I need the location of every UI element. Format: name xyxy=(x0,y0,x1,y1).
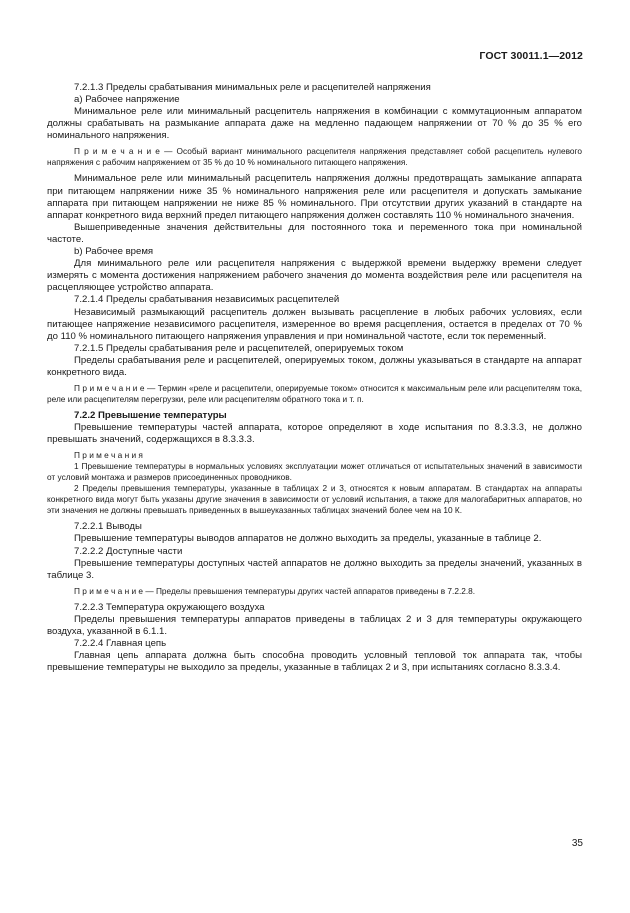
paragraph: Пределы превышения температуры аппаратов приведены в таблицах 2 и 3 для температуры окружающего воздуха, указанной в 6.1.1. xyxy=(47,613,582,637)
paragraph: Превышение температуры доступных частей аппаратов не должно выходить за пределы значений, указанных в таблице 3. xyxy=(47,557,582,581)
document-code-header: ГОСТ 30011.1—2012 xyxy=(479,50,583,62)
clause-7-2-2-2-title: 7.2.2.2 Доступные части xyxy=(74,545,183,557)
clause-7-2-2-4-title: 7.2.2.4 Главная цепь xyxy=(74,638,167,650)
clause-7-2-1-3-title: 7.2.1.3 Пределы срабатывания минимальных реле и расцепителей напряжения xyxy=(74,82,431,93)
paragraph: Главная цепь аппарата должна быть способна проводить условный тепловой ток аппарата так, чтобы превышение температуры не выходило за пределы, указанные в таблицах 2 и 3, при испытаниях согласно 8.3.3.4. xyxy=(47,650,582,674)
paragraph: Независимый размыкающий расцепитель должен вызывать расцепление в любых рабочих условиях, если питающее напряжение независимого расцепителя, измеренное во время расцепления, остается в пределах от 70 % до 110 % номинального питающего напряжения управления и при номинальной частоте, если ток переменный. xyxy=(47,306,582,342)
note-item-1: 1 Превышение температуры в нормальных условиях эксплуатации может отличаться от испытательных значений в зависимости от условий монтажа и размеров присоединенных проводников. xyxy=(47,461,582,483)
clause-7-2-2-3-title: 7.2.2.3 Температура окружающего воздуха xyxy=(74,601,265,613)
note-label: П р и м е ч а н и е xyxy=(74,146,160,157)
note-label: П р и м е ч а н и е xyxy=(74,585,144,596)
paragraph: Вышеприведенные значения действительны для постоянного тока и переменного тока при номинальной частоте. xyxy=(47,221,582,245)
note-text: — Особый вариант минимального расцепителя напряжения представляет собой расцепитель нулевого напряжения с рабочим напряжением от 35 % до 10 % номинального питающего напряжения. xyxy=(47,146,582,168)
paragraph: Минимальное реле или минимальный расцепитель напряжения в комбинации с коммутационным аппаратом должны срабатывать на размыкание аппарата даже на медленно падающем напряжении от 70 % до 35 % его номинального напряжения. xyxy=(47,106,582,142)
item-a-title: a) Рабочее напряжение xyxy=(74,94,180,106)
paragraph: Пределы срабатывания реле и расцепителей, оперируемых током, должны указываться в стандарте на аппарат конкретного вида. xyxy=(47,354,582,378)
note-text: — Пределы превышения температуры других частей аппаратов приведены в 7.2.2.8. xyxy=(143,585,476,596)
clause-7-2-2-1-title: 7.2.2.1 Выводы xyxy=(74,521,142,533)
notes-block xyxy=(47,450,582,516)
clause-7-2-1-5-title: 7.2.1.5 Пределы срабатывания реле и расцепителей, оперируемых током xyxy=(74,342,404,354)
note-label: П р и м е ч а н и е xyxy=(74,383,145,394)
section-7-2-2-heading: 7.2.2 Превышение температуры xyxy=(74,410,227,422)
note-text: — Термин «реле и расцепители, оперируемые током» относится к максимальным реле или расцепителям тока, реле или расцепителям перегрузки, реле или расцепителям обратного тока и т. п. xyxy=(47,383,583,405)
page-number: 35 xyxy=(571,838,583,849)
note xyxy=(47,383,582,405)
note xyxy=(47,586,582,597)
paragraph: Для минимального реле или расцепителя напряжения с выдержкой времени выдержку времени следует измерять с момента достижения напряжением рабочего значения до момента воздействия реле или расцепителя на расцепляющее устройство аппарата. xyxy=(47,258,582,294)
note-item-2: 2 Пределы превышения температуры, указанные в таблицах 2 и 3, относятся к новым аппаратам. В стандартах на аппараты конкретного вида могут быть указаны другие значения в зависимости от условий испытания, а также для малогабаритных аппаратов, но эти значения не должны превышать приведенных в вышеуказанных таблицах значений более чем на 10 К. xyxy=(47,483,582,516)
page-body xyxy=(47,82,582,674)
note xyxy=(47,146,582,168)
paragraph: Превышение температуры выводов аппаратов не должно выходить за пределы, указанные в таблице 2. xyxy=(74,533,542,545)
paragraph: Превышение температуры частей аппарата, которое определяют в ходе испытания по 8.3.3.3, не должно превышать значений, содержащихся в 8.3.3.3. xyxy=(47,422,582,446)
clause-7-2-1-4-title: 7.2.1.4 Пределы срабатывания независимых расцепителей xyxy=(74,294,340,306)
paragraph: Минимальное реле или минимальный расцепитель напряжения должны предотвращать замыкание аппарата при питающем напряжении ниже 35 % номинального напряжения реле или расцепителя и допускать замыкание аппарата при питающем напряжении не ниже 85 % номинального. При отсутствии других указаний в стандарте на аппарат конкретного вида верхний предел питающего напряжения должен составлять 110 % номинального значения. xyxy=(47,173,582,221)
item-b-title: b) Рабочее время xyxy=(74,246,154,258)
notes-label: П р и м е ч а н и я xyxy=(74,450,143,461)
